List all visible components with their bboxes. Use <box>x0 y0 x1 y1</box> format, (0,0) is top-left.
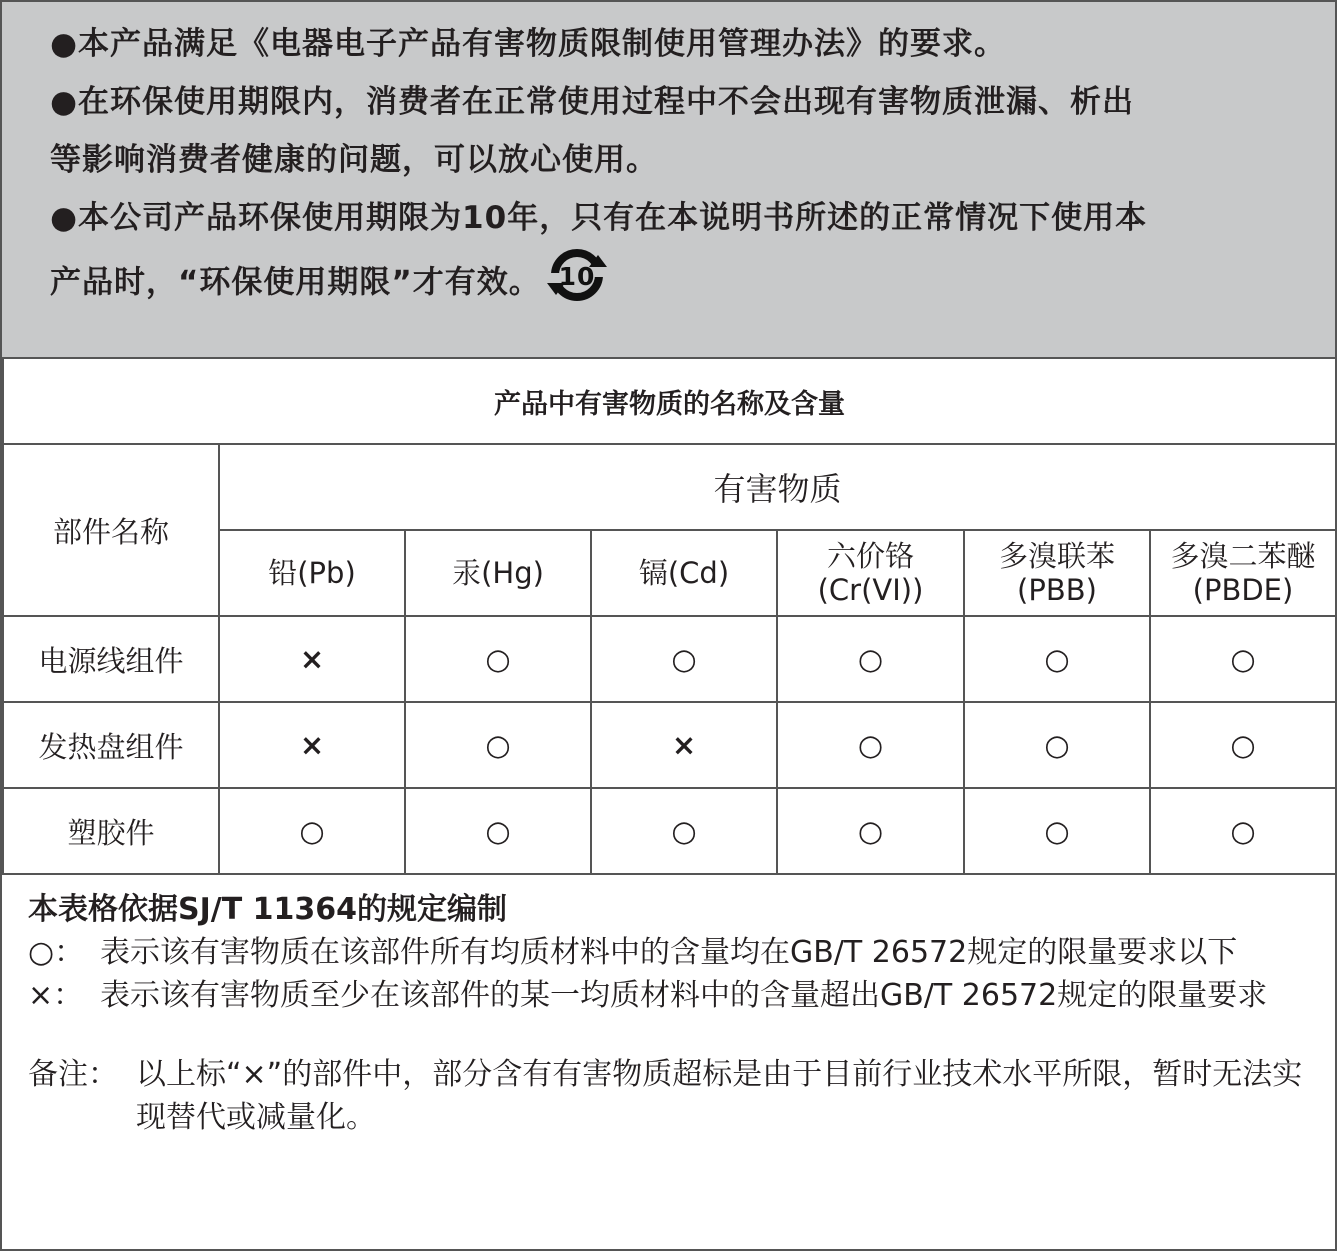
table-row <box>3 616 1336 702</box>
substance-name: 铅(Pb) <box>268 556 356 590</box>
mark-cell: × <box>591 702 777 788</box>
mark-cell: ○ <box>1150 702 1336 788</box>
substance-header <box>964 530 1150 616</box>
mark-cell: ○ <box>964 702 1150 788</box>
mark-cell: ○ <box>777 788 964 874</box>
statement-line-1: ●本产品满足《电器电子产品有害物质限制使用管理办法》的要求。 <box>50 26 1007 62</box>
eco-period-logo-number: 10 <box>558 262 596 291</box>
mark-cell: ○ <box>591 616 777 702</box>
substance-group-header: 有害物质 <box>219 444 1336 530</box>
statement-line-5-text: 产品时，“环保使用期限”才有效。 <box>50 264 541 301</box>
notes-section <box>28 888 1318 1139</box>
standard-basis: 本表格依据SJ/T 11364的规定编制 <box>28 892 508 927</box>
substance-name: 六价铬 <box>826 539 914 573</box>
remark-text: 以上标“×”的部件中，部分含有有害物质超标是由于目前行业技术水平所限，暂时无法实现替代或减量化。 <box>136 1057 1303 1135</box>
remark-label: 备注： <box>28 1057 118 1092</box>
part-name: 塑胶件 <box>3 788 219 874</box>
mark-cell: ○ <box>405 788 591 874</box>
mark-cell: × <box>219 702 405 788</box>
statement-line-5 <box>50 255 609 313</box>
table-row <box>3 702 1336 788</box>
mark-cell: ○ <box>1150 788 1336 874</box>
mark-cell: ○ <box>219 788 405 874</box>
part-name: 发热盘组件 <box>3 702 219 788</box>
eco-period-logo-icon <box>545 247 609 313</box>
mark-cell: ○ <box>964 616 1150 702</box>
cross-legend <box>28 974 1318 1017</box>
substance-name: 多溴联苯 <box>998 539 1115 573</box>
substance-symbol: (Cr(VI)) <box>817 573 924 607</box>
circle-mark: ○： <box>28 935 85 970</box>
mark-cell: ○ <box>405 702 591 788</box>
statement-panel <box>2 2 1335 359</box>
mark-cell: ○ <box>777 702 964 788</box>
statement-line-2: ●在环保使用期限内，消费者在正常使用过程中不会出现有害物质泄漏、析出 <box>50 84 1135 120</box>
substance-name: 多溴二苯醚 <box>1170 539 1316 573</box>
substance-header <box>1150 530 1336 616</box>
substance-name: 汞(Hg) <box>452 556 544 590</box>
substance-header <box>405 530 591 616</box>
part-name: 电源线组件 <box>3 616 219 702</box>
hazardous-substance-table <box>2 359 1337 875</box>
substance-header <box>591 530 777 616</box>
circle-legend <box>28 931 1318 974</box>
mark-cell: ○ <box>405 616 591 702</box>
part-header: 部件名称 <box>3 444 219 616</box>
substance-symbol: (PBB) <box>1017 573 1097 607</box>
statement-line-3: 等影响消费者健康的问题，可以放心使用。 <box>50 142 658 178</box>
remark <box>28 1053 1318 1139</box>
cross-mark: ×： <box>28 978 84 1013</box>
mark-cell: ○ <box>591 788 777 874</box>
cross-text: 表示该有害物质至少在该部件的某一均质材料中的含量超出GB/T 26572规定的限量要求 <box>100 978 1268 1013</box>
substance-header <box>777 530 964 616</box>
mark-cell: ○ <box>777 616 964 702</box>
mark-cell: × <box>219 616 405 702</box>
circle-text: 表示该有害物质在该部件所有均质材料中的含量均在GB/T 26572规定的限量要求以下 <box>100 935 1238 970</box>
table-title: 产品中有害物质的名称及含量 <box>3 359 1336 444</box>
substance-symbol: (PBDE) <box>1192 573 1294 607</box>
substance-name: 镉(Cd) <box>638 556 730 590</box>
mark-cell: ○ <box>964 788 1150 874</box>
statement-line-4: ●本公司产品环保使用期限为10年，只有在本说明书所述的正常情况下使用本 <box>50 200 1148 236</box>
substance-header <box>219 530 405 616</box>
table-row <box>3 788 1336 874</box>
mark-cell: ○ <box>1150 616 1336 702</box>
